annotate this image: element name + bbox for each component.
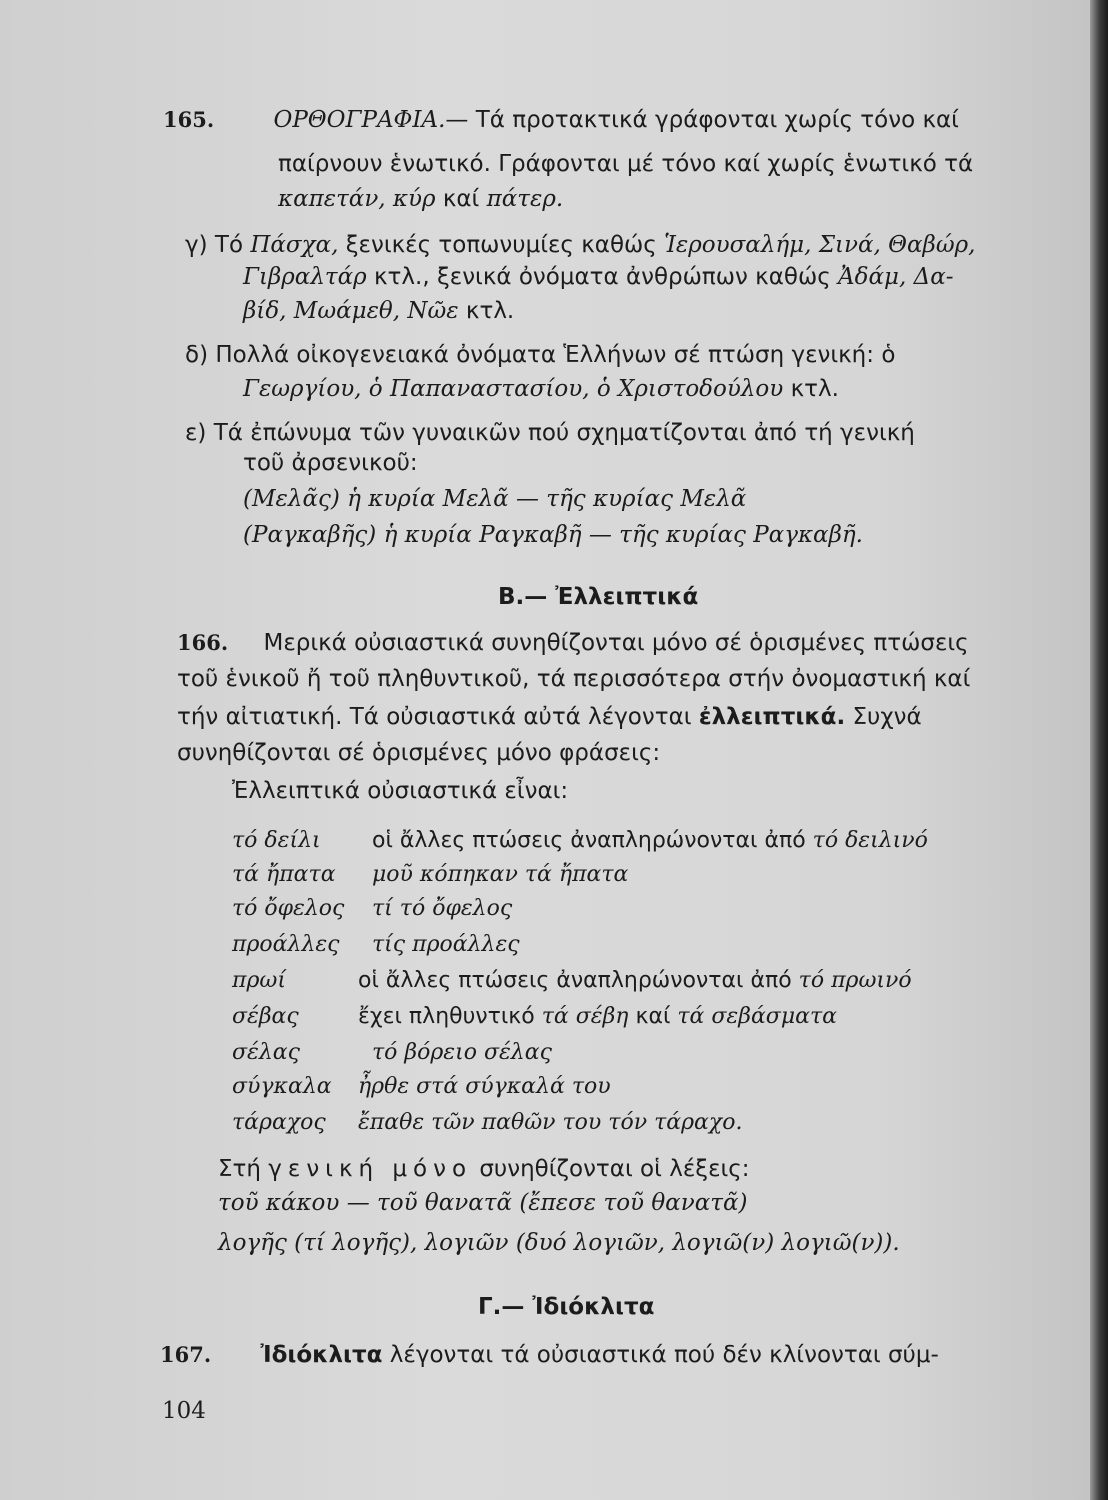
genitive-example-2: λογῆς (τί λογῆς), λογιῶν (δυό λογιῶν, λογιῶ(ν) λογιῶ(ν)).	[218, 1230, 900, 1256]
heading-c-irregular: Γ.— Ἰδιόκλιτα	[478, 1294, 655, 1320]
section-166-line-4: συνηθίζονται σέ ὁρισμένες μόνο φράσεις:	[177, 740, 661, 766]
example-mela: (Μελᾶς) ἡ κυρία Μελᾶ — τῆς κυρίας Μελᾶ	[243, 486, 747, 512]
table-term: σύγκαλα	[232, 1074, 332, 1099]
table-term: προάλλες	[232, 932, 340, 957]
page-number: 104	[162, 1398, 206, 1424]
table-usage: ἔπαθε τῶν παθῶν του τόν τάραχο.	[358, 1110, 743, 1135]
item-gamma-line-1: γ) Τό Πάσχα, ξενικές τοπωνυμίες καθώς Ἱερουσαλήμ, Σινά, Θαβώρ,	[185, 232, 976, 258]
genitive-only-intro: Στή γενική μόνο συνηθίζονται οἱ λέξεις:	[218, 1156, 750, 1182]
section-167-line-1: 167. Ἰδιόκλιτα λέγονται τά οὐσιαστικά πού δέν κλίνονται σύμ-	[160, 1342, 939, 1368]
table-term: σέλας	[232, 1040, 300, 1065]
heading-b-elliptic: Β.— Ἐλλειπτικά	[498, 584, 699, 610]
item-epsilon-line-2: τοῦ ἀρσενικοῦ:	[243, 450, 418, 476]
section-166-line-1: 166. Μερικά οὐσιαστικά συνηθίζονται μόνο σέ ὁρισμένες πτώσεις	[177, 630, 969, 656]
table-term: πρωί	[232, 968, 286, 993]
genitive-example-1: τοῦ κάκου — τοῦ θανατᾶ (ἔπεσε τοῦ θανατᾶ)	[218, 1190, 748, 1216]
section-165-line-1: 165. ΟΡΘΟΓΡΑΦΙΑ.— Τά προτακτικά γράφονται χωρίς τόνο καί	[163, 107, 959, 133]
section-166-line-5: Ἐλλειπτικά οὐσιαστικά εἶναι:	[232, 778, 569, 804]
section-number: 167.	[160, 1342, 212, 1367]
table-usage: ἔχει πληθυντικό τά σέβη καί τά σεβάσματα	[358, 1004, 838, 1029]
table-usage: οἱ ἄλλες πτώσεις ἀναπληρώνονται ἀπό τό πρωινό	[358, 968, 912, 993]
item-epsilon-line-1: ε) Τά ἐπώνυμα τῶν γυναικῶν πού σχηματίζονται ἀπό τή γενική	[185, 420, 915, 446]
table-term: τάραχος	[232, 1110, 326, 1135]
section-number: 166.	[177, 630, 229, 655]
table-usage: τί τό ὄφελος	[372, 896, 513, 921]
table-usage: μοῦ κόπηκαν τά ἤπατα	[372, 862, 629, 887]
table-usage: τό βόρειο σέλας	[372, 1040, 552, 1065]
table-usage: ἦρθε στά σύγκαλά του	[358, 1074, 611, 1099]
example-ragkavi: (Ραγκαβῆς) ἡ κυρία Ραγκαβῆ — τῆς κυρίας Ραγκαβῆ.	[243, 522, 863, 548]
book-binding-edge	[1090, 0, 1108, 1500]
table-term: σέβας	[232, 1004, 299, 1029]
section-166-line-2: τοῦ ἑνικοῦ ἤ τοῦ πληθυντικοῦ, τά περισσότερα στήν ὀνομαστική καί	[177, 666, 971, 692]
term-irregular: Ἰδιόκλιτα	[260, 1342, 383, 1368]
item-gamma-line-2: Γιβραλτάρ κτλ., ξενικά ὀνόματα ἀνθρώπων καθώς Ἀδάμ, Δα-	[243, 264, 954, 290]
section-165-line-2: παίρνουν ἑνωτικό. Γράφονται μέ τόνο καί χωρίς ἑνωτικό τά	[278, 151, 974, 177]
section-166-line-3: τήν αἰτιατική. Τά οὐσιαστικά αὐτά λέγονται ἐλλειπτικά. Συχνά	[177, 704, 922, 730]
table-term: τό δείλι	[232, 828, 321, 853]
table-term: τό ὄφελος	[232, 896, 345, 921]
section-number: 165.	[163, 107, 215, 132]
table-term: τά ἤπατα	[232, 862, 336, 887]
item-delta-line-1: δ) Πολλά οἰκογενειακά ὀνόματα Ἑλλήνων σέ πτώση γενική: ὁ	[185, 342, 896, 368]
item-delta-line-2: Γεωργίου, ὁ Παπαναστασίου, ὁ Χριστοδούλου κτλ.	[243, 376, 839, 402]
term-elliptic: ἐλλειπτικά.	[698, 704, 846, 730]
item-gamma-line-3: βίδ, Μωάμεθ, Νῶε κτλ.	[243, 298, 515, 324]
table-usage: τίς προάλλες	[372, 932, 520, 957]
table-usage: οἱ ἄλλες πτώσεις ἀναπληρώνονται ἀπό τό δειλινό	[372, 828, 928, 853]
section-165-line-3: καπετάν, κύρ καί πάτερ.	[278, 186, 564, 212]
